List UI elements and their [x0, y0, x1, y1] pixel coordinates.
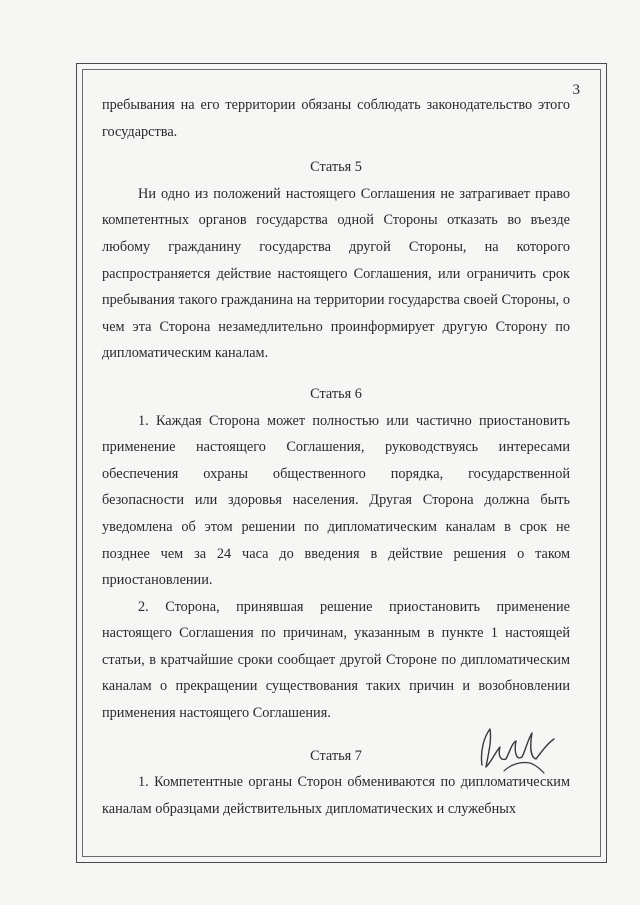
article-7-section [102, 743, 570, 823]
article-6-paragraph-2: 2. Сторона, принявшая решение приостановить применение настоящего Соглашения по причинам, указанным в пункте 1 настоящей статьи, в кратчайшие сроки сообщает другой Стороне по дипломатическим каналам о прекращении существования таких причин и возобновлении применения настоящего Соглашения. [102, 598, 570, 722]
article-5-heading: Статья 5 [310, 159, 362, 176]
article-6-paragraph-1: 1. Каждая Сторона может полностью или частично приостановить применение настоящего Соглашения, руководствуясь интересами обеспечения охраны общественного порядка, государственной безопасности или здоровья населения. Другая Сторона должна быть уведомлена об этом решении по дипломатическим каналам в срок не позднее чем за 24 часа до введения в действие решения о таком приостановлении. [102, 412, 570, 589]
article-7-paragraph-1: 1. Компетентные органы Сторон обмениваются по дипломатическим каналам образцами действительных дипломатических и служебных [102, 774, 570, 817]
article-5-text: Ни одно из положений настоящего Соглашения не затрагивает право компетентных органов государства одной Стороны отказать во въезде любому гражданину государства другой Стороны, на которого распространяется действие настоящего Соглашения, или ограничить срок пребывания такого гражданина на территории государства своей Стороны, о чем эта Сторона незамедлительно проинформирует другую Сторону по дипломатическим каналам. [102, 185, 570, 362]
article-6-heading: Статья 6 [310, 385, 362, 402]
document-body [102, 92, 570, 822]
handwritten-signature [470, 721, 560, 779]
intro-paragraph: пребывания на его территории обязаны соблюдать законодательство этого государства. [102, 97, 570, 140]
article-7-heading: Статья 7 [310, 747, 362, 764]
page-number: 3 [572, 82, 580, 98]
